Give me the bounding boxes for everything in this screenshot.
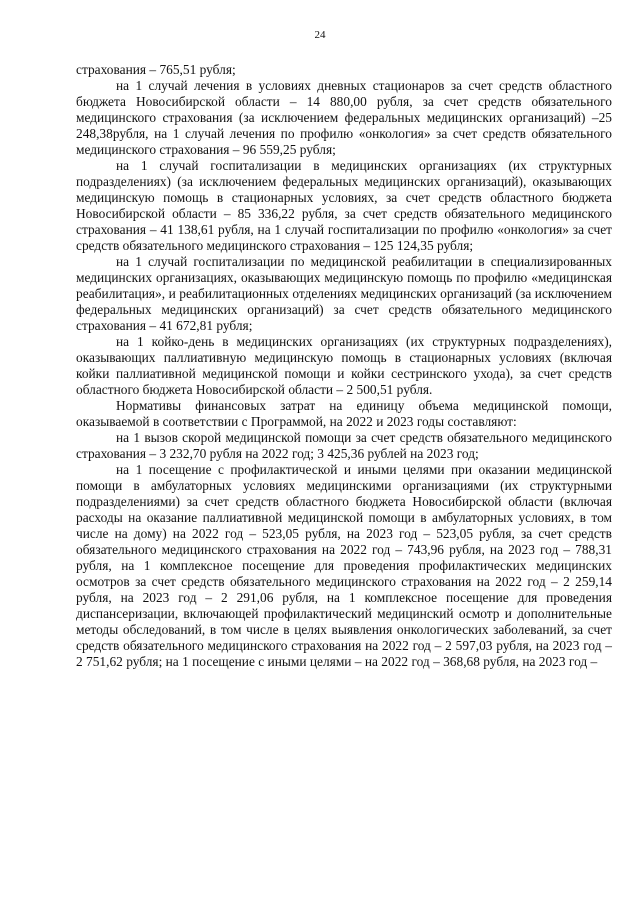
- document-body: [76, 62, 612, 670]
- paragraph-ambulance: на 1 вызов скорой медицинской помощи за счет средств обязательного медицинского страхования – 3 232,70 рубля на 2022 год; 3 425,36 рублей на 2023 год;: [76, 430, 612, 461]
- page-number: 24: [314, 29, 326, 41]
- paragraph-day-hospital: на 1 случай лечения в условиях дневных стационаров за счет средств областного бюджета Новосибирской области – 14 880,00 рубля, за счет средств обязательного медицинского страхования (за исключением федеральных медицинских организаций) –25 248,38рубля, на 1 случай лечения по профилю «онкология» за счет средств обязательного медицинского страхования – 96 559,25 рубля;: [76, 78, 612, 157]
- paragraph-hospitalization: на 1 случай госпитализации в медицинских организациях (их структурных подразделениях) (за исключением федеральных медицинских организаций), оказывающих медицинскую помощь в стационарных условиях, за счет средств областного бюджета Новосибирской области – 85 336,22 рубля, за счет средств обязательного медицинского страхования – 41 138,61 рубля, на 1 случай госпитализации по профилю «онкология» за счет средств обязательного медицинского страхования – 125 124,35 рубля;: [76, 158, 612, 253]
- paragraph-bed-day: на 1 койко-день в медицинских организациях (их структурных подразделениях), оказывающих паллиативную медицинскую помощь в стационарных условиях (включая койки паллиативной медицинской помощи и койки сестринского ухода), за счет средств областного бюджета Новосибирской области – 2 500,51 рубля.: [76, 334, 612, 397]
- paragraph-norms-intro: Нормативы финансовых затрат на единицу объема медицинской помощи, оказываемой в соответствии с Программой, на 2022 и 2023 годы составляют:: [76, 398, 612, 429]
- paragraph-continuation: страхования – 765,51 рубля;: [76, 62, 236, 77]
- paragraph-outpatient-visit: на 1 посещение с профилактической и иными целями при оказании медицинской помощи в амбулаторных условиях медицинскими организациями (их структурными подразделениями) за счет средств областного бюджета Новосибирской области (включая расходы на оказание паллиативной медицинской помощи в амбулаторных условиях, в том числе на дому) на 2022 год – 523,05 рубля, на 2023 год – 523,05 рубля, за счет средств обязательного медицинского страхования на 2022 год – 743,96 рубля, на 2023 год – 788,31 рубля, на 1 комплексное посещение для проведения профилактических медицинских осмотров за счет средств обязательного медицинского страхования на 2022 год – 2 259,14 рубля, на 2023 год – 2 291,06 рубля, на 1 комплексное посещение для проведения диспансеризации, включающей профилактический медицинский осмотр и дополнительные методы обследований, в том числе в целях выявления онкологических заболеваний, за счет средств обязательного медицинского страхования на 2022 год – 2 597,03 рубля, на 2023 год – 2 751,62 рубля; на 1 посещение с иными целями – на 2022 год – 368,68 рубля, на 2023 год –: [76, 462, 612, 669]
- paragraph-rehabilitation: на 1 случай госпитализации по медицинской реабилитации в специализированных медицинских организациях, оказывающих медицинскую помощь по профилю «медицинская реабилитация», и реабилитационных отделениях медицинских организаций (за исключением федеральных медицинских организаций) за счет средств обязательного медицинского страхования – 41 672,81 рубля;: [76, 254, 612, 333]
